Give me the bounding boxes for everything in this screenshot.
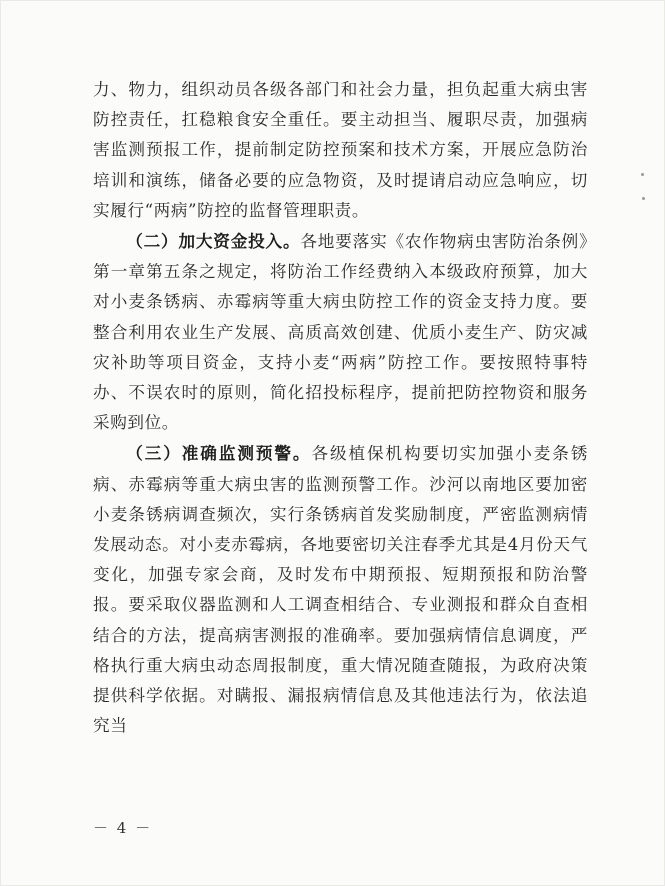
paragraph-text: 力、物力，组织动员各级各部门和社会力量，担负起重大病虫害防控责任，扛稳粮食安全重任。要主动担当、履职尽责，加强病害监测预报工作，提前制定防控预案和技术方案，开展应急防治培训和演练，储备必要的应急物资，及时提请启动应急响应，切实履行“两病”防控的监督管理职责。 <box>93 80 588 220</box>
paragraph-monitoring <box>93 438 588 741</box>
page-number: － 4 － <box>93 819 153 837</box>
document-body <box>93 75 588 741</box>
scan-speck <box>642 197 645 200</box>
paragraph-text: 各级植保机构要切实加强小麦条锈病、赤霉病等重大病虫害的监测预警工作。沙河以南地区要加密小麦条锈病调查频次，实行条锈病首发奖励制度，严密监测病情发展动态。对小麦赤霉病，各地要密切关注春季尤其是4月份天气变化，加强专家会商，及时发布中期预报、短期预报和防治警报。要采取仪器监测和人工调查相结合、专业测报和群众自查相结合的方法，提高病害测报的准确率。要加强病情信息调度，严格执行重大病虫动态周报制度，重大情况随查随报，为政府决策提供科学依据。对瞒报、漏报病情信息及其他违法行为，依法追究当 <box>93 444 589 736</box>
scan-speck <box>641 173 644 176</box>
paragraph-funding <box>93 226 588 438</box>
section-heading-funding: （二）加大资金投入。 <box>126 231 301 252</box>
paragraph-continued <box>93 75 588 226</box>
section-heading-monitoring: （三）准确监测预警。 <box>126 443 312 464</box>
paragraph-text: 各地要落实《农作物病虫害防治条例》第一章第五条之规定，将防治工作经费纳入本级政府预算，加大对小麦条锈病、赤霉病等重大病虫防控工作的资金支持力度。要整合利用农业生产发展、高质高效创建、优质小麦生产、防灾减灾补助等项目资金，支持小麦“两病”防控工作。要按照特事特办、不误农时的原则，简化招投标程序，提前把防控物资和服务采购到位。 <box>93 232 588 433</box>
